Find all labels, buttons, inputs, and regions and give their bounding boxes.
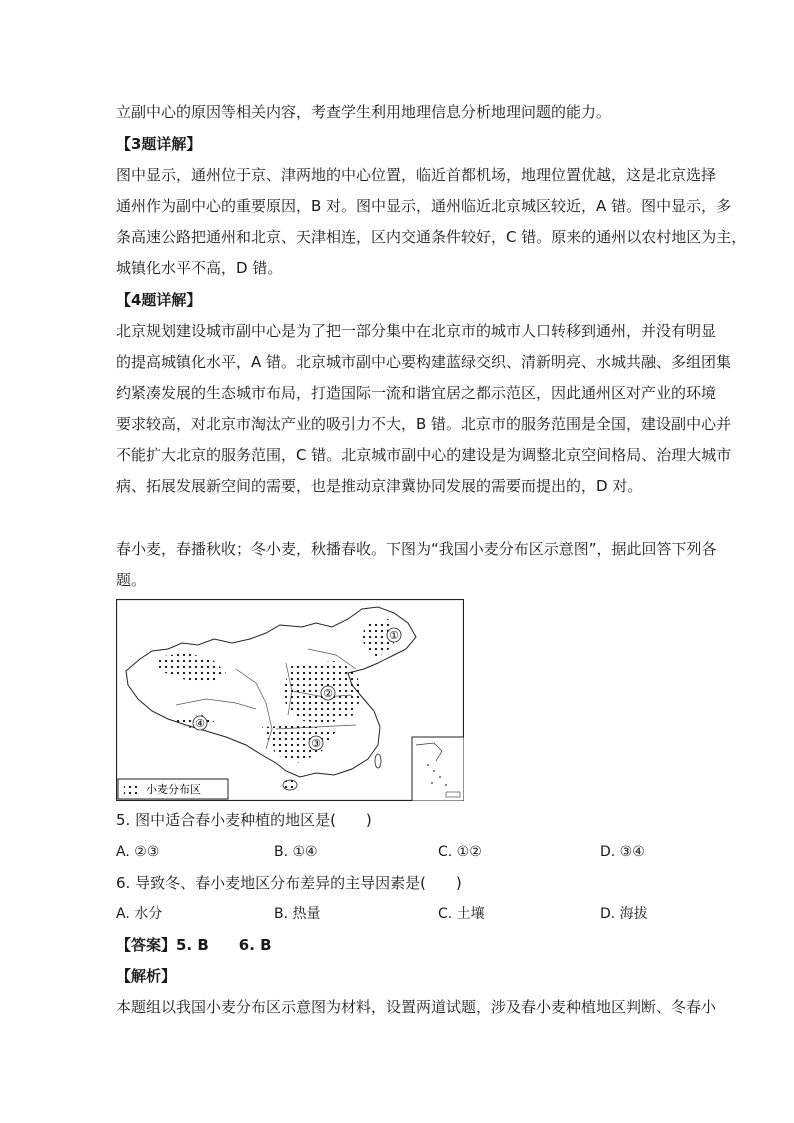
answer-line: 【答案】5. B 6. B	[116, 936, 272, 954]
text-line: 图中显示，通州位于京、津两地的中心位置，临近首都机场，地理位置优越，这是北京选择	[116, 166, 717, 184]
text-line: 北京规划建设城市副中心是为了把一部分集中在北京市的城市人口转移到通州，并没有明显	[116, 322, 717, 340]
q5-option-c[interactable]: C. ①②	[438, 844, 482, 860]
analysis-text: 本题组以我国小麦分布区示意图为材料，设置两道试题，涉及春小麦种植地区判断、冬春小	[116, 998, 717, 1016]
text-line: 条高速公路把通州和北京、天津相连，区内交通条件较好，C 错。原来的通州以农村地区为主，	[116, 228, 747, 246]
text-line: 不能扩大北京的服务范围，C 错。北京城市副中心的建设是为调整北京空间格局、治理大城市	[116, 446, 732, 464]
svg-text:④: ④	[195, 717, 205, 730]
legend-label: 小麦分布区	[146, 783, 201, 796]
q5-option-d[interactable]: D. ③④	[600, 844, 645, 860]
q5-option-a[interactable]: A. ②③	[116, 844, 160, 860]
text-line: 通州作为副中心的重要原因，B 对。图中显示，通州临近北京城区较近，A 错。图中显示，多	[116, 197, 732, 215]
region-label-1	[387, 628, 401, 642]
text-line: 立副中心的原因等相关内容，考查学生利用地理信息分析地理问题的能力。	[116, 103, 612, 121]
region-label-4	[193, 716, 207, 730]
q6-option-b[interactable]: B. 热量	[274, 906, 321, 922]
q6-option-d[interactable]: D. 海拔	[600, 906, 648, 922]
text-line: 约紧凑发展的生态城市布局，打造国际一流和谐宜居之都示范区，因此通州区对产业的环境	[116, 384, 717, 402]
section-heading-3: 【3题详解】	[116, 135, 202, 153]
svg-text:①: ①	[389, 629, 399, 642]
text-line: 病、拓展发展新空间的需要，也是推动京津冀协同发展的需要而提出的，D 对。	[116, 477, 643, 495]
q5-option-b[interactable]: B. ①④	[274, 844, 318, 860]
section-heading-4: 【4题详解】	[116, 291, 202, 309]
wheat-distribution-map	[116, 599, 464, 801]
svg-text:②: ②	[323, 687, 333, 700]
legend-swatch	[124, 784, 140, 794]
text-line: 城镇化水平不高，D 错。	[116, 259, 283, 277]
text-line: 要求较高，对北京市淘汰产业的吸引力不大，B 错。北京市的服务范围是全国，建设副中心并	[116, 415, 732, 433]
text-line: 的提高城镇化水平，A 错。北京城市副中心要构建蓝绿交织、清新明亮、水城共融、多组团集	[116, 353, 732, 371]
south-china-sea-inset	[412, 737, 464, 801]
q6-option-a[interactable]: A. 水分	[116, 906, 163, 922]
svg-text:③: ③	[311, 737, 321, 750]
map-legend	[118, 779, 228, 799]
q6-option-c[interactable]: C. 土壤	[438, 906, 485, 922]
region-label-2	[321, 686, 335, 700]
hainan-island	[283, 780, 297, 790]
text-line: 题。	[116, 571, 147, 589]
text-line: 春小麦，春播秋收；冬小麦，秋播春收。下图为“我国小麦分布区示意图”，据此回答下列各	[116, 540, 717, 558]
question-6-stem: 6. 导致冬、春小麦地区分布差异的主导因素是( )	[116, 874, 462, 892]
analysis-heading: 【解析】	[116, 967, 177, 985]
question-5-stem: 5. 图中适合春小麦种植的地区是( )	[116, 811, 372, 829]
region-label-3	[309, 736, 323, 750]
